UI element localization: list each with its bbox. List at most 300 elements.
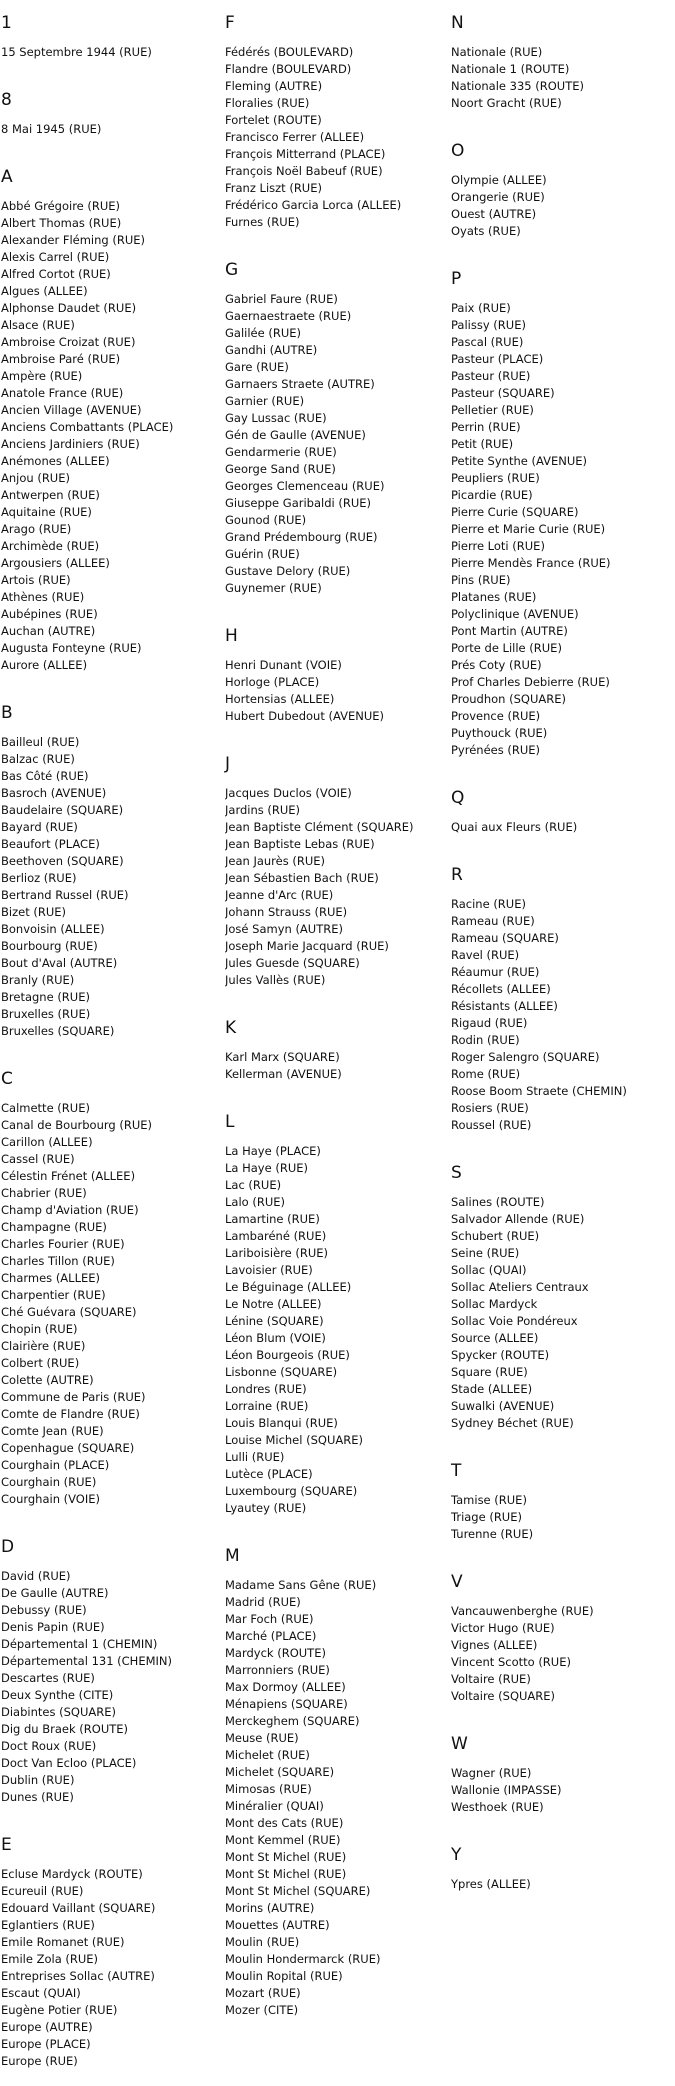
street-list <box>225 785 445 989</box>
street-list <box>225 1577 445 2019</box>
street-item: Seine (RUE) <box>451 1246 520 1260</box>
street-item: Lariboisière (RUE) <box>225 1246 329 1260</box>
street-item: Wagner (RUE) <box>451 1766 532 1780</box>
street-item: La Haye (RUE) <box>225 1161 308 1175</box>
street-item: Luxembourg (SQUARE) <box>225 1484 358 1498</box>
street-item: Chopin (RUE) <box>1 1322 78 1336</box>
street-item: Bertrand Russel (RUE) <box>1 888 129 902</box>
street-list <box>451 1876 673 1893</box>
letter-section <box>1 1536 221 1822</box>
letter-heading: Q <box>451 788 465 808</box>
street-item: Racine (RUE) <box>451 897 526 911</box>
street-item: Polyclinique (AVENUE) <box>451 607 579 621</box>
street-item: Beethoven (SQUARE) <box>1 854 124 868</box>
street-item: Jardins (RUE) <box>225 803 301 817</box>
letter-section <box>225 753 445 1005</box>
index-column <box>451 0 673 1909</box>
street-item: Copenhague (SQUARE) <box>1 1441 135 1455</box>
letter-heading: B <box>1 703 13 723</box>
letter-section <box>225 1111 445 1533</box>
street-item: Victor Hugo (RUE) <box>451 1621 555 1635</box>
street-item: Provence (RUE) <box>451 709 541 723</box>
street-item: Picardie (RUE) <box>451 488 533 502</box>
street-item: Arago (RUE) <box>1 522 72 536</box>
street-item: Pasteur (PLACE) <box>451 352 544 366</box>
street-item: Edouard Vaillant (SQUARE) <box>1 1901 156 1915</box>
street-item: Gare (RUE) <box>225 360 289 374</box>
street-item: Ouest (AUTRE) <box>451 207 537 221</box>
street-item: Pierre Loti (RUE) <box>451 539 545 553</box>
street-item: Alphonse Daudet (RUE) <box>1 301 137 315</box>
street-item: David (RUE) <box>1 1569 71 1583</box>
street-item: Porte de Lille (RUE) <box>451 641 562 655</box>
letter-section <box>1 1068 221 1524</box>
street-item: Madrid (RUE) <box>225 1595 301 1609</box>
street-item: Canal de Bourbourg (RUE) <box>1 1118 152 1132</box>
street-list <box>1 734 221 1040</box>
letter-heading: F <box>225 13 235 33</box>
street-item: Jean Baptiste Lebas (RUE) <box>225 837 375 851</box>
street-item: Fortelet (ROUTE) <box>225 113 322 127</box>
street-item: Sydney Béchet (RUE) <box>451 1416 574 1430</box>
street-item: Deux Synthe (CITE) <box>1 1688 114 1702</box>
street-item: Alexis Carrel (RUE) <box>1 250 110 264</box>
street-item: Madame Sans Gêne (RUE) <box>225 1578 377 1592</box>
street-item: Source (ALLEE) <box>451 1331 539 1345</box>
street-item: Mimosas (RUE) <box>225 1782 312 1796</box>
street-item: Bonvoisin (ALLEE) <box>1 922 105 936</box>
street-item: Oyats (RUE) <box>451 224 521 238</box>
street-item: Sollac Ateliers Centraux <box>451 1280 589 1294</box>
street-item: Roose Boom Straete (CHEMIN) <box>451 1084 627 1098</box>
street-item: Départemental 1 (CHEMIN) <box>1 1637 158 1651</box>
street-item: Aubépines (RUE) <box>1 607 98 621</box>
street-item: Quai aux Fleurs (RUE) <box>451 820 578 834</box>
street-item: Nationale 335 (ROUTE) <box>451 79 584 93</box>
letter-section <box>451 1162 673 1448</box>
street-item: Gaernaestraete (RUE) <box>225 309 352 323</box>
street-item: Réaumur (RUE) <box>451 965 540 979</box>
street-item: Johann Strauss (RUE) <box>225 905 348 919</box>
street-item: François Mitterrand (PLACE) <box>225 147 386 161</box>
street-item: Floralies (RUE) <box>225 96 310 110</box>
street-item: Lavoisier (RUE) <box>225 1263 313 1277</box>
letter-section <box>1 12 221 77</box>
street-item: Anatole France (RUE) <box>1 386 124 400</box>
street-item: Mouettes (AUTRE) <box>225 1918 330 1932</box>
street-item: Pasteur (SQUARE) <box>451 386 555 400</box>
letter-heading: J <box>225 754 231 774</box>
letter-heading: S <box>451 1163 462 1183</box>
street-item: Célestin Frénet (ALLEE) <box>1 1169 136 1183</box>
street-item: Ypres (ALLEE) <box>451 1877 531 1891</box>
street-item: Emile Romanet (RUE) <box>1 1935 125 1949</box>
street-item: Mardyck (ROUTE) <box>225 1646 326 1660</box>
street-list <box>1 198 221 674</box>
street-item: Pyrénées (RUE) <box>451 743 541 757</box>
street-item: Rigaud (RUE) <box>451 1016 528 1030</box>
street-item: Ménapiens (SQUARE) <box>225 1697 348 1711</box>
street-item: Albert Thomas (RUE) <box>1 216 122 230</box>
street-item: Eglantiers (RUE) <box>1 1918 95 1932</box>
street-item: Gustave Delory (RUE) <box>225 564 351 578</box>
street-item: Pasteur (RUE) <box>451 369 531 383</box>
street-item: Champagne (RUE) <box>1 1220 107 1234</box>
letter-section <box>1 166 221 690</box>
street-item: Beaufort (PLACE) <box>1 837 100 851</box>
street-item: Garnier (RUE) <box>225 394 305 408</box>
street-item: Platanes (RUE) <box>451 590 537 604</box>
street-item: Guynemer (RUE) <box>225 581 322 595</box>
street-item: Tamise (RUE) <box>451 1493 527 1507</box>
letter-heading: E <box>1 1835 12 1855</box>
street-item: Le Béguinage (ALLEE) <box>225 1280 352 1294</box>
street-item: Entreprises Sollac (AUTRE) <box>1 1969 155 1983</box>
street-list <box>451 896 673 1134</box>
street-item: Pins (RUE) <box>451 573 511 587</box>
street-item: Pierre Mendès France (RUE) <box>451 556 611 570</box>
street-item: Merckeghem (SQUARE) <box>225 1714 360 1728</box>
street-list <box>225 657 445 725</box>
street-item: Rameau (SQUARE) <box>451 931 559 945</box>
street-item: Anjou (RUE) <box>1 471 70 485</box>
street-item: Alexander Fléming (RUE) <box>1 233 146 247</box>
street-item: Aquitaine (RUE) <box>1 505 92 519</box>
street-item: Morins (AUTRE) <box>225 1901 315 1915</box>
letter-section <box>1 1834 221 2086</box>
street-item: Francisco Ferrer (ALLEE) <box>225 130 365 144</box>
street-item: Lamartine (RUE) <box>225 1212 320 1226</box>
street-item: Clairière (RUE) <box>1 1339 86 1353</box>
letter-section <box>1 702 221 1056</box>
letter-section <box>451 787 673 852</box>
street-item: Jean Sébastien Bach (RUE) <box>225 871 379 885</box>
street-list <box>1 121 221 138</box>
street-list <box>451 172 673 240</box>
street-item: Bizet (RUE) <box>1 905 67 919</box>
letter-section <box>451 268 673 775</box>
street-item: Lorraine (RUE) <box>225 1399 309 1413</box>
street-item: Aurore (ALLEE) <box>1 658 88 672</box>
street-item: La Haye (PLACE) <box>225 1144 321 1158</box>
letter-section <box>451 12 673 128</box>
street-item: Bayard (RUE) <box>1 820 78 834</box>
street-item: Noort Gracht (RUE) <box>451 96 562 110</box>
street-item: Mont St Michel (RUE) <box>225 1867 347 1881</box>
street-item: Artois (RUE) <box>1 573 71 587</box>
street-item: Europe (PLACE) <box>1 2037 91 2051</box>
street-item: George Sand (RUE) <box>225 462 336 476</box>
street-item: Léon Blum (VOIE) <box>225 1331 326 1345</box>
street-item: Gén de Gaulle (AVENUE) <box>225 428 366 442</box>
street-item: Sollac Voie Pondéreux <box>451 1314 578 1328</box>
street-item: Bourbourg (RUE) <box>1 939 98 953</box>
street-item: Ambroise Paré (RUE) <box>1 352 121 366</box>
street-item: Galilée (RUE) <box>225 326 301 340</box>
letter-heading: C <box>1 1069 13 1089</box>
street-item: Charpentier (RUE) <box>1 1288 106 1302</box>
street-item: Denis Papin (RUE) <box>1 1620 105 1634</box>
letter-section <box>225 1017 445 1099</box>
street-item: Franz Liszt (RUE) <box>225 181 322 195</box>
street-item: Dunes (RUE) <box>1 1790 74 1804</box>
street-item: Mont des Cats (RUE) <box>225 1816 344 1830</box>
street-item: Gendarmerie (RUE) <box>225 445 337 459</box>
street-item: Jules Guesde (SQUARE) <box>225 956 360 970</box>
letter-heading: R <box>451 865 463 885</box>
street-list <box>451 1603 673 1705</box>
letter-heading: M <box>225 1546 240 1566</box>
letter-section <box>225 625 445 741</box>
street-item: Basroch (AVENUE) <box>1 786 107 800</box>
street-item: Antwerpen (RUE) <box>1 488 100 502</box>
street-item: Bruxelles (SQUARE) <box>1 1024 115 1038</box>
street-list <box>225 44 445 231</box>
street-item: Calmette (RUE) <box>1 1101 90 1115</box>
street-item: Ambroise Croizat (RUE) <box>1 335 136 349</box>
street-item: Bailleul (RUE) <box>1 735 80 749</box>
street-item: Gandhi (AUTRE) <box>225 343 318 357</box>
street-item: Orangerie (RUE) <box>451 190 545 204</box>
street-item: Europe (RUE) <box>1 2054 78 2068</box>
letter-heading: K <box>225 1018 237 1038</box>
street-item: Guérin (RUE) <box>225 547 300 561</box>
street-item: Karl Marx (SQUARE) <box>225 1050 340 1064</box>
letter-heading: A <box>1 167 13 187</box>
street-item: Jacques Duclos (VOIE) <box>225 786 352 800</box>
street-item: Lisbonne (SQUARE) <box>225 1365 338 1379</box>
street-item: Moulin Ropital (RUE) <box>225 1969 343 1983</box>
street-item: Courghain (VOIE) <box>1 1492 101 1506</box>
street-item: Abbé Grégoire (RUE) <box>1 199 121 213</box>
street-item: Frédérico Garcia Lorca (ALLEE) <box>225 198 402 212</box>
street-item: Charmes (ALLEE) <box>1 1271 101 1285</box>
street-item: Lac (RUE) <box>225 1178 282 1192</box>
street-item: Joseph Marie Jacquard (RUE) <box>225 939 389 953</box>
letter-section <box>451 1733 673 1832</box>
street-item: Olympie (ALLEE) <box>451 173 547 187</box>
street-item: Fédérés (BOULEVARD) <box>225 45 354 59</box>
street-item: Nationale 1 (ROUTE) <box>451 62 570 76</box>
street-item: José Samyn (AUTRE) <box>225 922 343 936</box>
street-item: Louise Michel (SQUARE) <box>225 1433 363 1447</box>
street-item: Hubert Dubedout (AVENUE) <box>225 709 385 723</box>
street-item: Salines (ROUTE) <box>451 1195 545 1209</box>
street-item: Peupliers (RUE) <box>451 471 540 485</box>
street-item: Lambaréné (RUE) <box>225 1229 327 1243</box>
street-item: Pierre Curie (SQUARE) <box>451 505 579 519</box>
letter-heading: G <box>225 260 239 280</box>
street-item: Minéralier (QUAI) <box>225 1799 324 1813</box>
street-item: Pont Martin (AUTRE) <box>451 624 568 638</box>
letter-heading: P <box>451 269 462 289</box>
street-item: Salvador Allende (RUE) <box>451 1212 585 1226</box>
letter-heading: N <box>451 13 464 33</box>
index-column <box>1 0 221 2086</box>
street-item: Rome (RUE) <box>451 1067 521 1081</box>
street-item: Ancien Village (AVENUE) <box>1 403 142 417</box>
street-item: Mar Foch (RUE) <box>225 1612 314 1626</box>
letter-section <box>451 1460 673 1559</box>
street-item: Anciens Jardiniers (RUE) <box>1 437 140 451</box>
street-item: Petite Synthe (AVENUE) <box>451 454 587 468</box>
street-list <box>1 1568 221 1806</box>
street-item: Henri Dunant (VOIE) <box>225 658 342 672</box>
letter-section <box>451 864 673 1150</box>
street-item: Puythouck (RUE) <box>451 726 548 740</box>
street-item: Square (RUE) <box>451 1365 528 1379</box>
street-item: Stade (ALLEE) <box>451 1382 533 1396</box>
street-item: Colette (AUTRE) <box>1 1373 94 1387</box>
street-item: Comte de Flandre (RUE) <box>1 1407 140 1421</box>
street-item: Eugène Potier (RUE) <box>1 2003 118 2017</box>
street-item: Garnaers Straete (AUTRE) <box>225 377 375 391</box>
street-item: Pierre et Marie Curie (RUE) <box>451 522 606 536</box>
street-item: Lalo (RUE) <box>225 1195 285 1209</box>
street-item: Voltaire (RUE) <box>451 1672 531 1686</box>
street-item: Mozer (CITE) <box>225 2003 299 2017</box>
street-item: Flandre (BOULEVARD) <box>225 62 352 76</box>
street-item: Alsace (RUE) <box>1 318 75 332</box>
street-item: Voltaire (SQUARE) <box>451 1689 556 1703</box>
street-item: Lutèce (PLACE) <box>225 1467 313 1481</box>
street-item: Courghain (PLACE) <box>1 1458 110 1472</box>
street-item: Moulin Hondermarck (RUE) <box>225 1952 381 1966</box>
street-item: Argousiers (ALLEE) <box>1 556 110 570</box>
street-item: Ravel (RUE) <box>451 948 520 962</box>
street-list <box>225 1143 445 1517</box>
street-item: Alfred Cortot (RUE) <box>1 267 111 281</box>
street-item: Fleming (AUTRE) <box>225 79 323 93</box>
street-item: Turenne (RUE) <box>451 1527 534 1541</box>
street-item: Marronniers (RUE) <box>225 1663 330 1677</box>
letter-heading: 8 <box>1 90 12 110</box>
letter-heading: V <box>451 1572 463 1592</box>
street-item: Doct Roux (RUE) <box>1 1739 97 1753</box>
street-item: Roussel (RUE) <box>451 1118 532 1132</box>
letter-section <box>1 89 221 154</box>
letter-section <box>451 1844 673 1909</box>
street-item: Ecluse Mardyck (ROUTE) <box>1 1867 143 1881</box>
street-item: Carillon (ALLEE) <box>1 1135 93 1149</box>
street-item: Le Notre (ALLEE) <box>225 1297 322 1311</box>
street-item: Augusta Fonteyne (RUE) <box>1 641 142 655</box>
street-item: Gay Lussac (RUE) <box>225 411 327 425</box>
street-item: Sollac Mardyck <box>451 1297 538 1311</box>
street-item: Hortensias (ALLEE) <box>225 692 335 706</box>
street-item: Rosiers (RUE) <box>451 1101 529 1115</box>
street-item: Westhoek (RUE) <box>451 1800 544 1814</box>
street-item: Champ d'Aviation (RUE) <box>1 1203 139 1217</box>
letter-section <box>451 1571 673 1721</box>
street-item: Lyautey (RUE) <box>225 1501 307 1515</box>
street-item: De Gaulle (AUTRE) <box>1 1586 109 1600</box>
street-item: Jeanne d'Arc (RUE) <box>225 888 334 902</box>
street-item: Doct Van Ecloo (PLACE) <box>1 1756 137 1770</box>
street-item: Escaut (QUAI) <box>1 1986 81 2000</box>
letter-heading: H <box>225 626 238 646</box>
street-item: Nationale (RUE) <box>451 45 543 59</box>
street-item: Départemental 131 (CHEMIN) <box>1 1654 173 1668</box>
street-item: Ché Guévara (SQUARE) <box>1 1305 137 1319</box>
street-item: Palissy (RUE) <box>451 318 526 332</box>
street-item: Schubert (RUE) <box>451 1229 540 1243</box>
street-item: Max Dormoy (ALLEE) <box>225 1680 346 1694</box>
street-item: Athènes (RUE) <box>1 590 85 604</box>
street-item: Michelet (RUE) <box>225 1748 310 1762</box>
street-list <box>1 44 221 61</box>
street-item: Wallonie (IMPASSE) <box>451 1783 562 1797</box>
street-item: Michelet (SQUARE) <box>225 1765 335 1779</box>
street-item: Dig du Braek (ROUTE) <box>1 1722 129 1736</box>
street-item: Proudhon (SQUARE) <box>451 692 566 706</box>
street-item: Chabrier (RUE) <box>1 1186 87 1200</box>
street-item: Anémones (ALLEE) <box>1 454 110 468</box>
street-list <box>225 1049 445 1083</box>
letter-heading: T <box>451 1461 462 1481</box>
street-list <box>451 1492 673 1543</box>
street-item: Berlioz (RUE) <box>1 871 77 885</box>
street-item: Bretagne (RUE) <box>1 990 90 1004</box>
letter-section <box>225 259 445 613</box>
street-item: Rameau (RUE) <box>451 914 535 928</box>
street-item: Triage (RUE) <box>451 1510 522 1524</box>
street-list <box>1 1100 221 1508</box>
street-list <box>1 1866 221 2070</box>
street-item: Vincent Scotto (RUE) <box>451 1655 571 1669</box>
street-item: Ampère (RUE) <box>1 369 83 383</box>
street-item: Mont Kemmel (RUE) <box>225 1833 341 1847</box>
street-item: Jean Baptiste Clément (SQUARE) <box>225 820 414 834</box>
street-item: Lénine (SQUARE) <box>225 1314 324 1328</box>
street-item: Ecureuil (RUE) <box>1 1884 84 1898</box>
street-item: 15 Septembre 1944 (RUE) <box>1 45 152 59</box>
street-item: Vancauwenberghe (RUE) <box>451 1604 594 1618</box>
street-item: François Noël Babeuf (RUE) <box>225 164 383 178</box>
street-item: Auchan (AUTRE) <box>1 624 96 638</box>
street-item: Emile Zola (RUE) <box>1 1952 99 1966</box>
street-item: Archimède (RUE) <box>1 539 100 553</box>
street-item: Meuse (RUE) <box>225 1731 299 1745</box>
street-item: Branly (RUE) <box>1 973 75 987</box>
street-item: Horloge (PLACE) <box>225 675 320 689</box>
street-item: Grand Prédembourg (RUE) <box>225 530 378 544</box>
street-item: Spycker (ROUTE) <box>451 1348 550 1362</box>
street-item: Furnes (RUE) <box>225 215 300 229</box>
street-item: Paix (RUE) <box>451 301 511 315</box>
street-item: Prof Charles Debierre (RUE) <box>451 675 610 689</box>
street-item: Commune de Paris (RUE) <box>1 1390 146 1404</box>
street-item: Courghain (RUE) <box>1 1475 97 1489</box>
street-item: Comte Jean (RUE) <box>1 1424 104 1438</box>
street-item: Moulin (RUE) <box>225 1935 300 1949</box>
street-item: Debussy (RUE) <box>1 1603 87 1617</box>
street-item: Bout d'Aval (AUTRE) <box>1 956 118 970</box>
street-item: Jean Jaurès (RUE) <box>225 854 326 868</box>
street-item: Résistants (ALLEE) <box>451 999 558 1013</box>
street-item: 8 Mai 1945 (RUE) <box>1 122 102 136</box>
street-item: Londres (RUE) <box>225 1382 307 1396</box>
letter-heading: Y <box>451 1845 462 1865</box>
street-item: Bruxelles (RUE) <box>1 1007 91 1021</box>
street-list <box>451 44 673 112</box>
street-item: Balzac (RUE) <box>1 752 75 766</box>
street-item: Europe (AUTRE) <box>1 2020 93 2034</box>
letter-section <box>451 140 673 256</box>
street-item: Prés Coty (RUE) <box>451 658 542 672</box>
street-item: Kellerman (AVENUE) <box>225 1067 342 1081</box>
street-item: Petit (RUE) <box>451 437 514 451</box>
